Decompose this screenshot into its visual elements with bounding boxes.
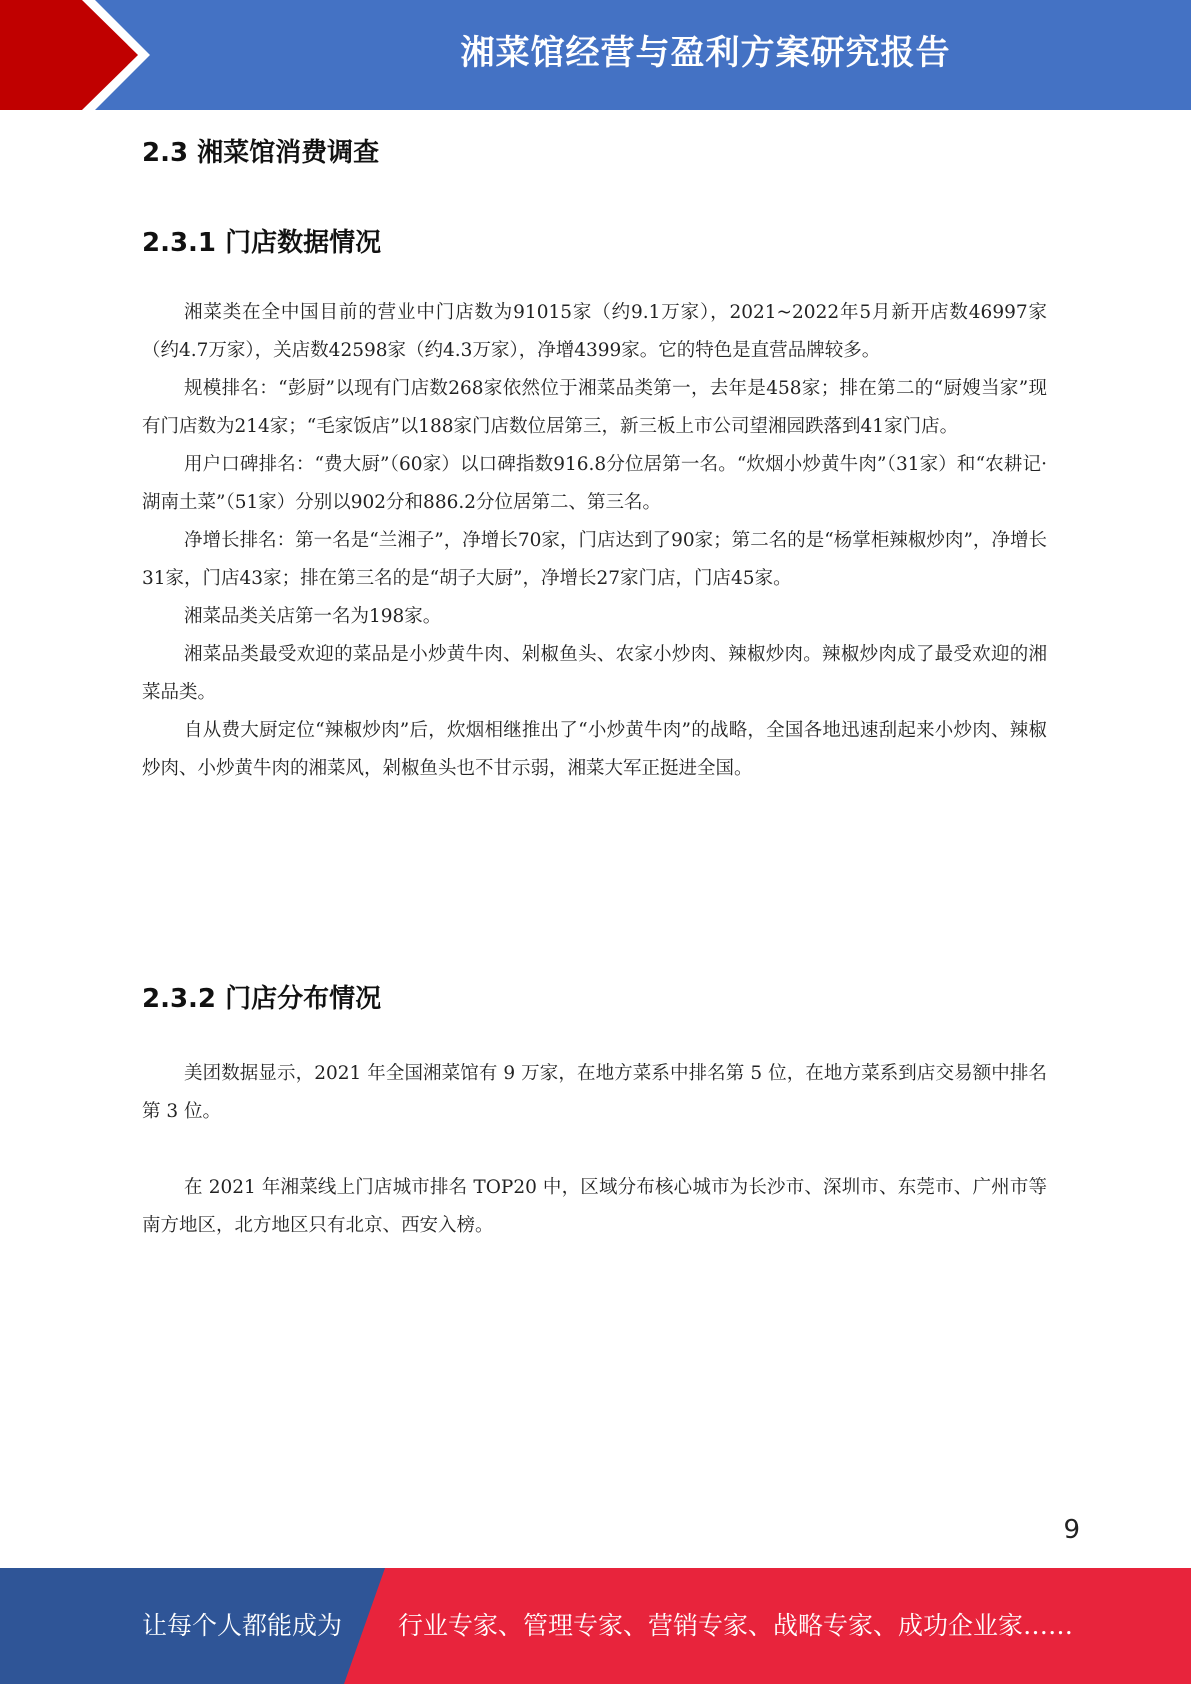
paragraph: 净增长排名：第一名是“兰湘子”，净增长70家，门店达到了90家；第二名的是“杨掌柜辣椒炒肉”，净增长31家，门店43家；排在第三名的是“胡子大厨”，净增长27家门店，门店45家。	[142, 530, 1047, 589]
section-heading: 2.3 湘菜馆消费调查	[142, 138, 380, 168]
paragraph: 湘菜品类最受欢迎的菜品是小炒黄牛肉、剁椒鱼头、农家小炒肉、辣椒炒肉。辣椒炒肉成了最受欢迎的湘菜品类。	[142, 644, 1047, 703]
report-title: 湘菜馆经营与盈利方案研究报告	[460, 33, 951, 73]
subsection-heading-store-data: 2.3.1 门店数据情况	[142, 228, 382, 258]
store-data-paragraphs	[142, 294, 1047, 788]
subsection-heading-store-distribution: 2.3.2 门店分布情况	[142, 984, 382, 1014]
header-arrow-decoration	[0, 0, 160, 110]
paragraph: 湘菜类在全中国目前的营业中门店数为91015家（约9.1万家），2021~2022年5月新开店数46997家（约4.7万家），关店数42598家（约4.3万家），净增4399家。它的特色是直营品牌较多。	[142, 302, 1047, 361]
page-number: 9	[1063, 1515, 1080, 1545]
paragraph: 在 2021 年湘菜线上门店城市排名 TOP20 中，区域分布核心城市为长沙市、深圳市、东莞市、广州市等南方地区，北方地区只有北京、西安入榜。	[142, 1177, 1047, 1236]
store-distribution-paragraph-2	[142, 1169, 1047, 1245]
page-footer	[0, 1568, 1191, 1684]
paragraph: 用户口碑排名：“费大厨”（60家）以口碑指数916.8分位居第一名。“炊烟小炒黄牛肉”（31家）和“农耕记·湖南土菜”（51家）分别以902分和886.2分位居第二、第三名。	[142, 454, 1047, 513]
paragraph: 美团数据显示，2021 年全国湘菜馆有 9 万家，在地方菜系中排名第 5 位，在地方菜系到店交易额中排名第 3 位。	[142, 1063, 1047, 1122]
page-header	[0, 0, 1191, 110]
paragraph: 自从费大厨定位“辣椒炒肉”后，炊烟相继推出了“小炒黄牛肉”的战略，全国各地迅速刮起来小炒肉、辣椒炒肉、小炒黄牛肉的湘菜风，剁椒鱼头也不甘示弱，湘菜大军正挺进全国。	[142, 720, 1047, 779]
paragraph: 规模排名：“彭厨”以现有门店数268家依然位于湘菜品类第一，去年是458家；排在第二的“厨嫂当家”现有门店数为214家；“毛家饭店”以188家门店数位居第三，新三板上市公司望湘园跌落到41家门店。	[142, 378, 1047, 437]
store-distribution-paragraph-1	[142, 1055, 1047, 1131]
footer-slogan-left: 让每个人都能成为	[142, 1611, 343, 1640]
footer-slogan-right: 行业专家、管理专家、营销专家、战略专家、成功企业家……	[398, 1611, 1074, 1640]
paragraph: 湘菜品类关店第一名为198家。	[184, 606, 442, 627]
